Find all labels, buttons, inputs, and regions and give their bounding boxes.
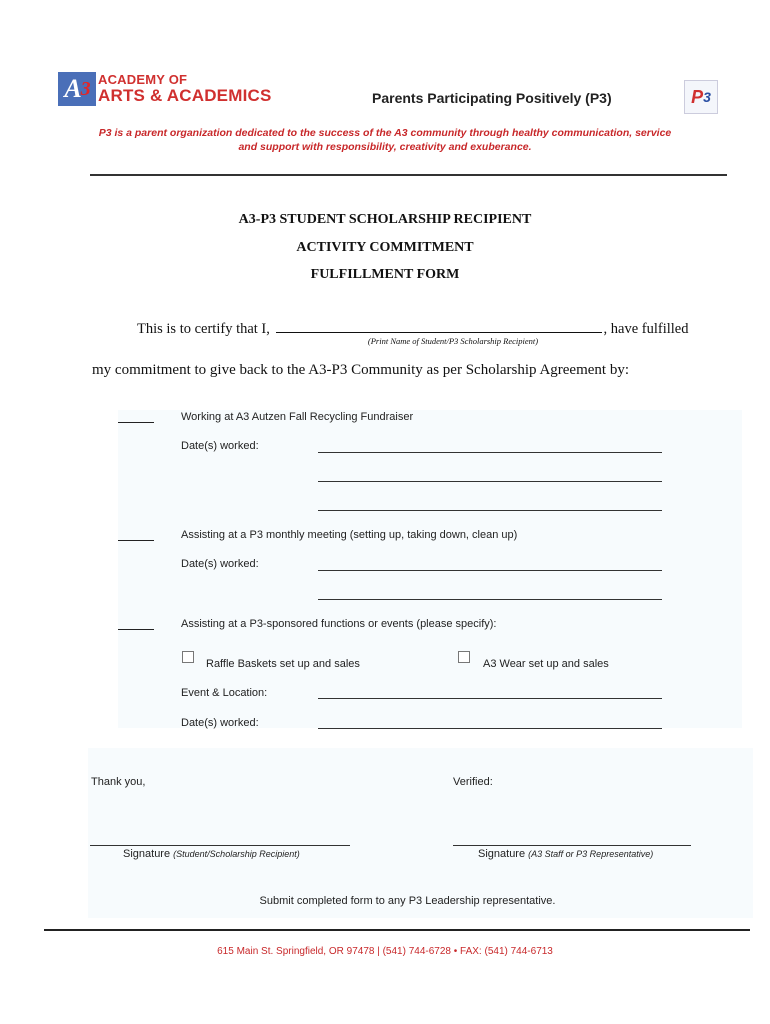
option2-dates-field-2[interactable] — [318, 599, 662, 600]
org-tagline: P3 is a parent organization dedicated to the success of the A3 community through healthy communication, service and support with responsibility, creativity and exuberance. — [98, 127, 672, 153]
option2-dates-field-1[interactable] — [318, 570, 662, 571]
form-title-line1: A3-P3 STUDENT SCHOLARSHIP RECIPIENT — [238, 212, 532, 227]
logo-text-arts: ARTS & ACADEMICS — [98, 86, 272, 105]
option1-label: Working at A3 Autzen Fall Recycling Fundraiser — [181, 411, 414, 423]
option1-dates-field-1[interactable] — [318, 452, 662, 453]
submit-instructions: Submit completed form to any P3 Leadership representative. — [259, 895, 556, 907]
student-signature-label: Signature (Student/Scholarship Recipient) — [123, 848, 300, 860]
event-location-label: Event & Location: — [181, 687, 268, 699]
option3-dates-field[interactable] — [318, 728, 662, 729]
header-divider — [90, 174, 727, 176]
signoff-panel — [88, 748, 753, 918]
form-title-line3: FULFILLMENT FORM — [310, 267, 460, 282]
student-name-field[interactable] — [276, 320, 602, 333]
student-signature-field[interactable] — [90, 845, 350, 846]
option1-dates-field-2[interactable] — [318, 481, 662, 482]
a3-wear-label: A3 Wear set up and sales — [483, 658, 609, 670]
option2-dates-label: Date(s) worked: — [181, 558, 259, 570]
option2-checkline[interactable] — [118, 540, 154, 541]
certify-prefix: This is to certify that I, — [137, 321, 270, 337]
print-name-hint: (Print Name of Student/P3 Scholarship Recipient) — [367, 336, 539, 346]
a3-wear-checkbox[interactable] — [458, 651, 470, 663]
staff-signature-label: Signature (A3 Staff or P3 Representative) — [478, 848, 654, 860]
event-location-field[interactable] — [318, 698, 662, 699]
option1-dates-field-3[interactable] — [318, 510, 662, 511]
option3-checkline[interactable] — [118, 629, 154, 630]
logo-text-academy: ACADEMY OF — [98, 72, 188, 87]
raffle-checkbox[interactable] — [182, 651, 194, 663]
option1-dates-label: Date(s) worked: — [181, 440, 259, 452]
option3-label: Assisting at a P3-sponsored functions or events (please specify): — [181, 618, 497, 630]
certify-suffix: , have fulfilled — [603, 321, 689, 337]
option1-checkline[interactable] — [118, 422, 154, 423]
p3-logo-icon: $P^3$ — [684, 80, 718, 114]
verified-text: Verified: — [453, 776, 493, 788]
a3-logo-icon: $A^3$ — [58, 72, 96, 106]
option3-dates-label: Date(s) worked: — [181, 717, 259, 729]
option2-label: Assisting at a P3 monthly meeting (setting up, taking down, clean up) — [181, 529, 518, 541]
commitment-statement: my commitment to give back to the A3-P3 Community as per Scholarship Agreement by: — [92, 362, 630, 378]
staff-signature-field[interactable] — [453, 845, 691, 846]
footer-divider — [44, 929, 750, 931]
footer-address: 615 Main St. Springfield, OR 97478 | (541) 744-6728 • FAX: (541) 744-6713 — [217, 946, 553, 957]
raffle-label: Raffle Baskets set up and sales — [206, 658, 360, 670]
form-title-line2: ACTIVITY COMMITMENT — [296, 240, 474, 255]
thank-you-text: Thank you, — [91, 776, 146, 788]
org-title: Parents Participating Positively (P3) — [372, 90, 612, 106]
